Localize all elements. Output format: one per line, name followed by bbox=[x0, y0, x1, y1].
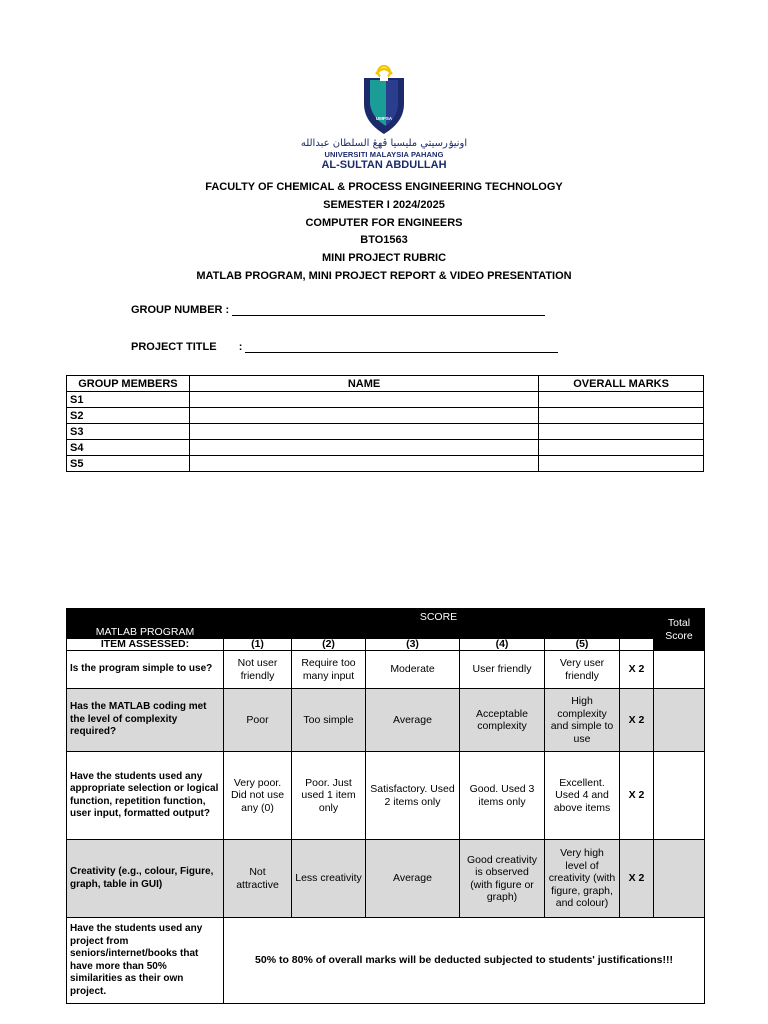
table-row bbox=[67, 392, 704, 408]
total-score-cell[interactable] bbox=[654, 840, 705, 918]
score-multiplier: X 2 bbox=[620, 651, 654, 689]
member-marks-cell[interactable] bbox=[539, 392, 704, 408]
level-1-label: (1) bbox=[224, 639, 292, 651]
table-row bbox=[67, 918, 705, 1004]
score-descriptor[interactable]: Too simple bbox=[292, 689, 366, 752]
level-4-label: (4) bbox=[460, 639, 545, 651]
members-header-row bbox=[67, 376, 704, 392]
score-descriptor[interactable]: Less creativity bbox=[292, 840, 366, 918]
member-marks-cell[interactable] bbox=[539, 424, 704, 440]
logo-arabic-name: اونيۏرسيتي مليسيا ڤهڠ السلطان عبدالله bbox=[300, 138, 468, 149]
level-2-label: (2) bbox=[292, 639, 366, 651]
members-header-name: NAME bbox=[189, 376, 538, 392]
score-multiplier: X 2 bbox=[620, 840, 654, 918]
rubric-total-label: Total Score bbox=[654, 609, 705, 651]
member-marks-cell[interactable] bbox=[539, 440, 704, 456]
score-descriptor[interactable]: Excellent. Used 4 and above items bbox=[545, 752, 620, 840]
member-id: S3 bbox=[67, 424, 190, 440]
table-row bbox=[67, 840, 705, 918]
score-multiplier: X 2 bbox=[620, 752, 654, 840]
university-shield-icon bbox=[360, 64, 408, 136]
total-score-cell[interactable] bbox=[654, 752, 705, 840]
semester-title: SEMESTER I 2024/2025 bbox=[323, 198, 445, 211]
faculty-title: FACULTY OF CHEMICAL & PROCESS ENGINEERING TECHNOLOGY bbox=[205, 181, 563, 193]
score-descriptor[interactable]: Not attractive bbox=[224, 840, 292, 918]
plagiarism-note: 50% to 80% of overall marks will be deducted subjected to students' justifications!!! bbox=[224, 918, 705, 1004]
group-number-line[interactable] bbox=[232, 305, 545, 316]
project-title-colon: : bbox=[238, 341, 243, 353]
score-descriptor[interactable]: Moderate bbox=[366, 651, 460, 689]
course-code: BTO1563 bbox=[360, 234, 408, 247]
score-descriptor[interactable]: User friendly bbox=[460, 651, 545, 689]
project-title-line[interactable] bbox=[245, 342, 558, 353]
rubric-levels-row bbox=[67, 639, 705, 651]
score-descriptor[interactable]: Average bbox=[366, 840, 460, 918]
score-descriptor[interactable]: Poor bbox=[224, 689, 292, 752]
member-marks-cell[interactable] bbox=[539, 408, 704, 424]
member-marks-cell[interactable] bbox=[539, 456, 704, 472]
rubric-question: Creativity (e.g., colour, Figure, graph, table in GUI) bbox=[67, 840, 224, 918]
score-descriptor[interactable]: Poor. Just used 1 item only bbox=[292, 752, 366, 840]
score-descriptor[interactable]: Average bbox=[366, 689, 460, 752]
project-title-label: PROJECT TITLE bbox=[131, 341, 217, 353]
rubric-item-label: ITEM ASSESSED: bbox=[67, 639, 224, 651]
rubric-scope: MATLAB PROGRAM, MINI PROJECT REPORT & VIDEO PRESENTATION bbox=[196, 269, 572, 282]
group-number-field bbox=[131, 304, 545, 316]
university-logo bbox=[0, 64, 768, 171]
member-id: S5 bbox=[67, 456, 190, 472]
member-id: S2 bbox=[67, 408, 190, 424]
course-title: COMPUTER FOR ENGINEERS bbox=[305, 216, 463, 229]
score-descriptor[interactable]: Good creativity is observed (with figure or graph) bbox=[460, 840, 545, 918]
member-name-cell[interactable] bbox=[189, 456, 538, 472]
rubric-question: Have the students used any project from seniors/internet/books that have more than 50% similarities as their own project. bbox=[67, 918, 224, 1004]
table-row bbox=[67, 689, 705, 752]
members-header-group: GROUP MEMBERS bbox=[67, 376, 190, 392]
member-name-cell[interactable] bbox=[189, 408, 538, 424]
table-row bbox=[67, 440, 704, 456]
score-descriptor[interactable]: Good. Used 3 items only bbox=[460, 752, 545, 840]
member-name-cell[interactable] bbox=[189, 440, 538, 456]
level-3-label: (3) bbox=[366, 639, 460, 651]
score-descriptor[interactable]: Very user friendly bbox=[545, 651, 620, 689]
rubric-question: Has the MATLAB coding met the level of complexity required? bbox=[67, 689, 224, 752]
level-blank bbox=[620, 639, 654, 651]
group-members-table bbox=[66, 375, 704, 472]
level-5-label: (5) bbox=[545, 639, 620, 651]
score-descriptor[interactable]: Very high level of creativity (with figure, graph, and colour) bbox=[545, 840, 620, 918]
rubric-question: Is the program simple to use? bbox=[67, 651, 224, 689]
score-descriptor[interactable]: High complexity and simple to use bbox=[545, 689, 620, 752]
member-name-cell[interactable] bbox=[189, 424, 538, 440]
table-row bbox=[67, 752, 705, 840]
member-id: S1 bbox=[67, 392, 190, 408]
document-heading bbox=[0, 179, 768, 286]
score-descriptor[interactable]: Very poor. Did not use any (0) bbox=[224, 752, 292, 840]
logo-university-name: UNIVERSITI MALAYSIA PAHANG bbox=[324, 150, 444, 159]
rubric-section-title: MATLAB PROGRAM bbox=[67, 609, 224, 639]
svg-text:UMPSA: UMPSA bbox=[375, 116, 393, 121]
table-row bbox=[67, 456, 704, 472]
matlab-rubric-table bbox=[66, 608, 705, 1004]
rubric-score-label: SCORE bbox=[224, 609, 654, 639]
score-multiplier: X 2 bbox=[620, 689, 654, 752]
total-score-cell[interactable] bbox=[654, 689, 705, 752]
table-row bbox=[67, 408, 704, 424]
group-number-label: GROUP NUMBER : bbox=[131, 304, 230, 316]
table-row bbox=[67, 651, 705, 689]
rubric-header-row bbox=[67, 609, 705, 639]
rubric-title: MINI PROJECT RUBRIC bbox=[321, 252, 447, 265]
score-descriptor[interactable]: Not user friendly bbox=[224, 651, 292, 689]
project-title-field bbox=[131, 341, 558, 353]
logo-sultan-name: AL-SULTAN ABDULLAH bbox=[321, 159, 447, 171]
score-descriptor[interactable]: Satisfactory. Used 2 items only bbox=[366, 752, 460, 840]
members-header-marks: OVERALL MARKS bbox=[539, 376, 704, 392]
member-name-cell[interactable] bbox=[189, 392, 538, 408]
score-descriptor[interactable]: Require too many input bbox=[292, 651, 366, 689]
score-descriptor[interactable]: Acceptable complexity bbox=[460, 689, 545, 752]
total-score-cell[interactable] bbox=[654, 651, 705, 689]
member-id: S4 bbox=[67, 440, 190, 456]
table-row bbox=[67, 424, 704, 440]
rubric-question: Have the students used any appropriate selection or logical function, repetition function, user input, formatted output? bbox=[67, 752, 224, 840]
